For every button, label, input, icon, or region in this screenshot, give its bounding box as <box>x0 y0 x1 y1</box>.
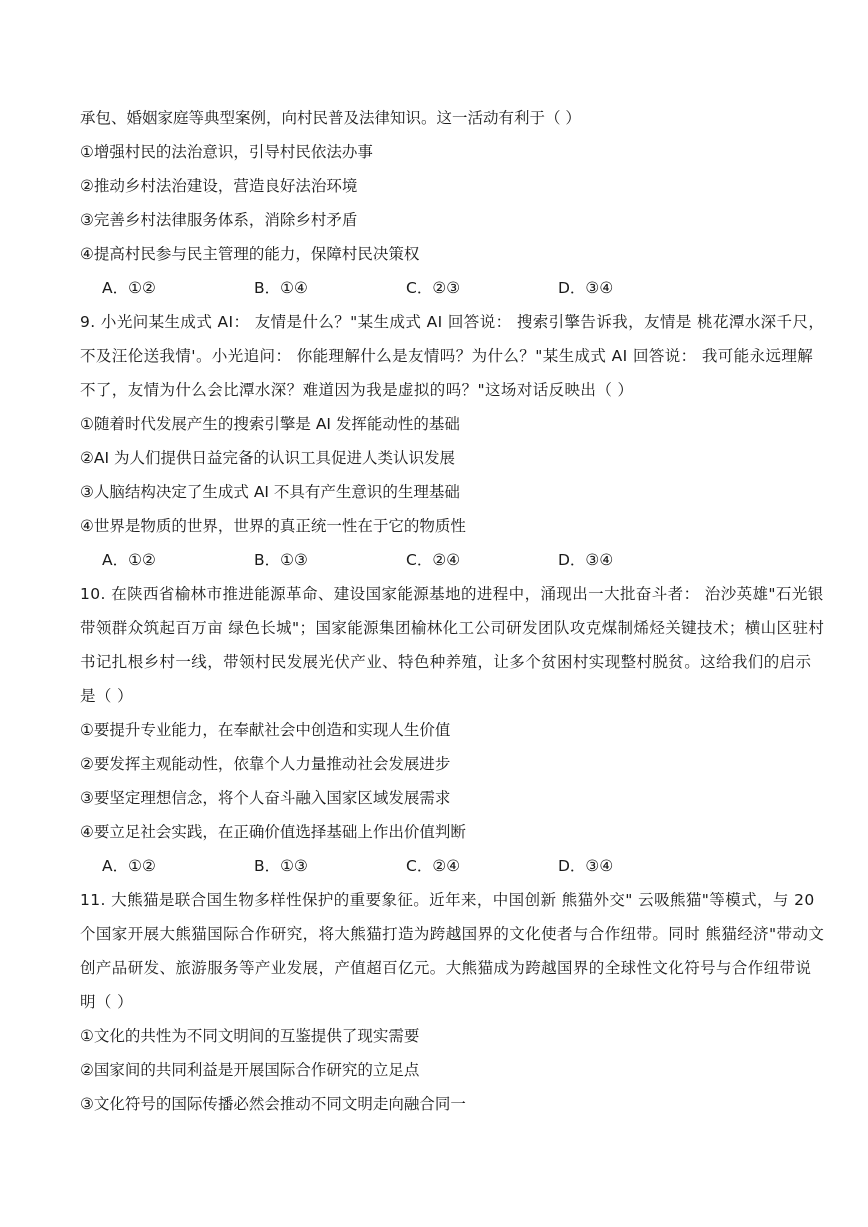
q8-options <box>80 278 800 298</box>
q8-choice-4: ④提高村民参与民主管理的能力，保障村民决策权 <box>80 245 420 263</box>
q10-choice-4: ④要立足社会实践，在正确价值选择基础上作出价值判断 <box>80 823 466 841</box>
q11-choice-2: ②国家间的共同利益是开展国际合作研究的立足点 <box>80 1061 420 1079</box>
q8-choice-3: ③完善乡村法律服务体系，消除乡村矛盾 <box>80 211 358 229</box>
question-8-stem: 承包、婚姻家庭等典型案例，向村民普及法律知识。这一活动有利于（ ） <box>80 109 581 127</box>
q8-option-a: A．①② <box>102 279 156 297</box>
question-10-stem-line-1: 10. 在陕西省榆林市推进能源革命、建设国家能源基地的进程中，涌现出一大批奋斗者： 治沙英雄"石光银 <box>80 585 824 603</box>
question-9-stem-line-3: 不了，友情为什么会比潭水深？难道因为我是虚拟的吗？"这场对话反映出（ ） <box>80 381 634 399</box>
q10-option-c: C．②④ <box>406 857 461 875</box>
q9-option-a: A．①② <box>102 551 156 569</box>
q9-option-c: C．②④ <box>406 551 461 569</box>
question-9-stem-line-2: 不及汪伦送我情'。小光追问： 你能理解什么是友情吗？为什么？"某生成式 AI 回答说： 我可能永远理解 <box>80 347 814 365</box>
q8-choice-2: ②推动乡村法治建设，营造良好法治环境 <box>80 177 358 195</box>
q10-options <box>80 856 800 876</box>
q10-option-a: A．①② <box>102 857 156 875</box>
q8-option-d: D．③④ <box>558 279 614 297</box>
document-page <box>80 108 825 1128</box>
question-10-stem-line-3: 书记扎根乡村一线，带领村民发展光伏产业、特色种养殖，让多个贫困村实现整村脱贫。这给我们的启示 <box>80 653 812 671</box>
question-11-stem-line-2: 个国家开展大熊猫国际合作研究，将大熊猫打造为跨越国界的文化使者与合作纽带。同时 熊猫经济"带动文 <box>80 925 825 943</box>
q10-choice-2: ②要发挥主观能动性，依靠个人力量推动社会发展进步 <box>80 755 451 773</box>
question-10-stem-line-2: 带领群众筑起百万亩 绿色长城"；国家能源集团榆林化工公司研发团队攻克煤制烯烃关键技术；横山区驻村 <box>80 619 825 637</box>
q9-choice-4: ④世界是物质的世界，世界的真正统一性在于它的物质性 <box>80 517 466 535</box>
q9-choice-1: ①随着时代发展产生的搜索引擎是 AI 发挥能动性的基础 <box>80 415 460 433</box>
question-11-stem-line-3: 创产品研发、旅游服务等产业发展，产值超百亿元。大熊猫成为跨越国界的全球性文化符号与合作纽带说 <box>80 959 812 977</box>
q8-option-c: C．②③ <box>406 279 461 297</box>
q9-option-d: D．③④ <box>558 551 614 569</box>
q9-options <box>80 550 800 570</box>
q8-option-b: B．①④ <box>254 279 308 297</box>
question-11-stem-line-1: 11. 大熊猫是联合国生物多样性保护的重要象征。近年来，中国创新 熊猫外交" 云吸熊猫"等模式，与 20 <box>80 891 815 909</box>
q9-choice-2: ②AI 为人们提供日益完备的认识工具促进人类认识发展 <box>80 449 455 467</box>
q10-choice-3: ③要坚定理想信念，将个人奋斗融入国家区域发展需求 <box>80 789 451 807</box>
q8-choice-1: ①增强村民的法治意识，引导村民依法办事 <box>80 143 373 161</box>
question-10-stem-line-4: 是（ ） <box>80 687 134 705</box>
q9-option-b: B．①③ <box>254 551 308 569</box>
question-9-stem-line-1: 9. 小光问某生成式 AI： 友情是什么？"某生成式 AI 回答说： 搜索引擎告诉我，友情是 桃花潭水深千尺， <box>80 313 825 331</box>
q11-choice-3: ③文化符号的国际传播必然会推动不同文明走向融合同一 <box>80 1095 466 1113</box>
q9-choice-3: ③人脑结构决定了生成式 AI 不具有产生意识的生理基础 <box>80 483 460 501</box>
q10-choice-1: ①要提升专业能力，在奉献社会中创造和实现人生价值 <box>80 721 451 739</box>
question-11-stem-line-4: 明（ ） <box>80 993 134 1011</box>
q10-option-d: D．③④ <box>558 857 614 875</box>
q11-choice-1: ①文化的共性为不同文明间的互鉴提供了现实需要 <box>80 1027 420 1045</box>
q10-option-b: B．①③ <box>254 857 308 875</box>
